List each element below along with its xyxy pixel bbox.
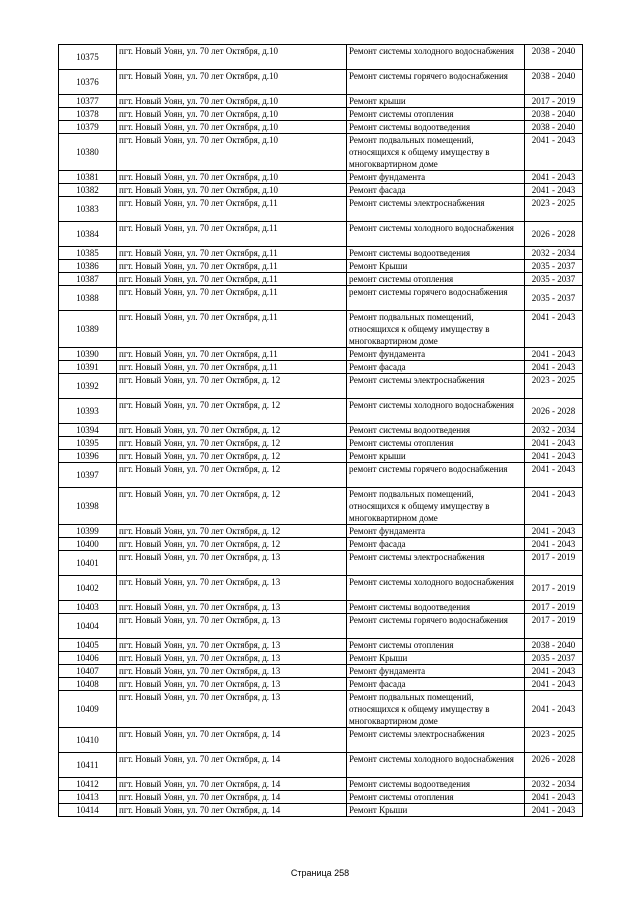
row-id: 10393: [59, 399, 117, 424]
row-address: пгт. Новый Уоян, ул. 70 лет Октября, д.11: [117, 197, 347, 222]
row-id: 10391: [59, 361, 117, 374]
row-work-type: Ремонт системы горячего водоснабжения: [347, 614, 525, 639]
row-years: 2041 - 2043: [525, 311, 583, 348]
table-row: [59, 260, 583, 273]
row-years: 2041 - 2043: [525, 134, 583, 171]
row-years: 2017 - 2019: [525, 601, 583, 614]
row-work-type: Ремонт системы холодного водоснабжения: [347, 45, 525, 70]
row-id: 10392: [59, 374, 117, 399]
row-work-type: Ремонт системы холодного водоснабжения: [347, 399, 525, 424]
row-address: пгт. Новый Уоян, ул. 70 лет Октября, д. 13: [117, 551, 347, 576]
row-work-type: Ремонт системы отопления: [347, 639, 525, 652]
row-address: пгт. Новый Уоян, ул. 70 лет Октября, д.11: [117, 247, 347, 260]
row-id: 10398: [59, 488, 117, 525]
row-work-type: Ремонт фундамента: [347, 525, 525, 538]
row-id: 10390: [59, 348, 117, 361]
row-years: 2041 - 2043: [525, 450, 583, 463]
row-work-type: Ремонт системы электроснабжения: [347, 197, 525, 222]
row-id: 10388: [59, 286, 117, 311]
row-address: пгт. Новый Уоян, ул. 70 лет Октября, д. 14: [117, 778, 347, 791]
row-work-type: Ремонт фундамента: [347, 348, 525, 361]
row-id: 10413: [59, 791, 117, 804]
row-years: 2017 - 2019: [525, 95, 583, 108]
row-id: 10402: [59, 576, 117, 601]
row-id: 10405: [59, 639, 117, 652]
row-id: 10399: [59, 525, 117, 538]
row-address: пгт. Новый Уоян, ул. 70 лет Октября, д. 12: [117, 450, 347, 463]
table-row: [59, 639, 583, 652]
row-id: 10379: [59, 121, 117, 134]
row-id: 10377: [59, 95, 117, 108]
row-work-type: Ремонт системы водоотведения: [347, 601, 525, 614]
row-address: пгт. Новый Уоян, ул. 70 лет Октября, д.11: [117, 361, 347, 374]
table-row: [59, 311, 583, 348]
row-years: 2038 - 2040: [525, 108, 583, 121]
table-row: [59, 361, 583, 374]
row-years: 2026 - 2028: [525, 222, 583, 247]
row-id: 10396: [59, 450, 117, 463]
row-years: 2023 - 2025: [525, 728, 583, 753]
row-address: пгт. Новый Уоян, ул. 70 лет Октября, д. 12: [117, 424, 347, 437]
row-work-type: Ремонт системы отопления: [347, 791, 525, 804]
row-address: пгт. Новый Уоян, ул. 70 лет Октября, д.11: [117, 348, 347, 361]
row-address: пгт. Новый Уоян, ул. 70 лет Октября, д.10: [117, 184, 347, 197]
table-row: [59, 70, 583, 95]
row-id: 10389: [59, 311, 117, 348]
row-years: 2038 - 2040: [525, 45, 583, 70]
row-address: пгт. Новый Уоян, ул. 70 лет Октября, д. 13: [117, 652, 347, 665]
row-years: 2041 - 2043: [525, 791, 583, 804]
row-years: 2041 - 2043: [525, 678, 583, 691]
row-years: 2026 - 2028: [525, 753, 583, 778]
table-row: [59, 348, 583, 361]
row-id: 10403: [59, 601, 117, 614]
row-address: пгт. Новый Уоян, ул. 70 лет Октября, д. 13: [117, 614, 347, 639]
row-work-type: Ремонт системы электроснабжения: [347, 374, 525, 399]
row-years: 2041 - 2043: [525, 538, 583, 551]
row-address: пгт. Новый Уоян, ул. 70 лет Октября, д. 14: [117, 804, 347, 817]
row-id: 10387: [59, 273, 117, 286]
row-address: пгт. Новый Уоян, ул. 70 лет Октября, д.10: [117, 95, 347, 108]
row-work-type: Ремонт фасада: [347, 678, 525, 691]
row-work-type: Ремонт системы отопления: [347, 108, 525, 121]
row-id: 10412: [59, 778, 117, 791]
table-row: [59, 197, 583, 222]
row-id: 10380: [59, 134, 117, 171]
row-work-type: ремонт системы отопления: [347, 273, 525, 286]
row-work-type: Ремонт фундамента: [347, 665, 525, 678]
row-work-type: Ремонт системы электроснабжения: [347, 551, 525, 576]
row-work-type: Ремонт системы электроснабжения: [347, 728, 525, 753]
row-id: 10406: [59, 652, 117, 665]
row-work-type: Ремонт системы водоотведения: [347, 121, 525, 134]
row-work-type: Ремонт Крыши: [347, 804, 525, 817]
table-row: [59, 437, 583, 450]
row-years: 2032 - 2034: [525, 424, 583, 437]
row-address: пгт. Новый Уоян, ул. 70 лет Октября, д. 12: [117, 525, 347, 538]
table-row: [59, 551, 583, 576]
row-address: пгт. Новый Уоян, ул. 70 лет Октября, д.10: [117, 134, 347, 171]
row-years: 2017 - 2019: [525, 551, 583, 576]
table-row: [59, 463, 583, 488]
table-row: [59, 753, 583, 778]
row-address: пгт. Новый Уоян, ул. 70 лет Октября, д. 13: [117, 665, 347, 678]
row-work-type: Ремонт крыши: [347, 450, 525, 463]
row-id: 10400: [59, 538, 117, 551]
table-row: [59, 576, 583, 601]
row-work-type: Ремонт крыши: [347, 95, 525, 108]
table-row: [59, 691, 583, 728]
table-row: [59, 108, 583, 121]
table-row: [59, 652, 583, 665]
row-years: 2038 - 2040: [525, 639, 583, 652]
row-id: 10408: [59, 678, 117, 691]
row-id: 10383: [59, 197, 117, 222]
row-years: 2041 - 2043: [525, 488, 583, 525]
row-work-type: Ремонт системы отопления: [347, 437, 525, 450]
row-work-type: Ремонт системы холодного водоснабжения: [347, 753, 525, 778]
row-id: 10404: [59, 614, 117, 639]
table-row: [59, 171, 583, 184]
row-address: пгт. Новый Уоян, ул. 70 лет Октября, д. 12: [117, 374, 347, 399]
table-row: [59, 134, 583, 171]
row-id: 10385: [59, 247, 117, 260]
row-years: 2032 - 2034: [525, 778, 583, 791]
table-row: [59, 601, 583, 614]
row-years: 2017 - 2019: [525, 614, 583, 639]
row-years: 2017 - 2019: [525, 576, 583, 601]
row-work-type: Ремонт системы горячего водоснабжения: [347, 70, 525, 95]
row-years: 2041 - 2043: [525, 691, 583, 728]
row-id: 10375: [59, 45, 117, 70]
row-id: 10378: [59, 108, 117, 121]
row-address: пгт. Новый Уоян, ул. 70 лет Октября, д.11: [117, 260, 347, 273]
row-address: пгт. Новый Уоян, ул. 70 лет Октября, д. 13: [117, 678, 347, 691]
row-address: пгт. Новый Уоян, ул. 70 лет Октября, д.10: [117, 70, 347, 95]
table-row: [59, 374, 583, 399]
row-address: пгт. Новый Уоян, ул. 70 лет Октября, д. 12: [117, 488, 347, 525]
row-years: 2023 - 2025: [525, 374, 583, 399]
table-row: [59, 728, 583, 753]
row-address: пгт. Новый Уоян, ул. 70 лет Октября, д. 12: [117, 463, 347, 488]
row-years: 2041 - 2043: [525, 525, 583, 538]
row-years: 2041 - 2043: [525, 171, 583, 184]
row-id: 10410: [59, 728, 117, 753]
row-address: пгт. Новый Уоян, ул. 70 лет Октября, д. 12: [117, 538, 347, 551]
row-address: пгт. Новый Уоян, ул. 70 лет Октября, д.10: [117, 121, 347, 134]
row-work-type: Ремонт Крыши: [347, 652, 525, 665]
row-years: 2023 - 2025: [525, 197, 583, 222]
row-years: 2035 - 2037: [525, 260, 583, 273]
row-work-type: Ремонт подвальных помещений, относящихся к общему имуществу в многоквартирном доме: [347, 691, 525, 728]
table-row: [59, 45, 583, 70]
row-id: 10407: [59, 665, 117, 678]
row-address: пгт. Новый Уоян, ул. 70 лет Октября, д. 13: [117, 576, 347, 601]
row-work-type: ремонт системы горячего водоснабжения: [347, 463, 525, 488]
table-row: [59, 399, 583, 424]
row-id: 10386: [59, 260, 117, 273]
row-id: 10376: [59, 70, 117, 95]
row-address: пгт. Новый Уоян, ул. 70 лет Октября, д. 13: [117, 601, 347, 614]
row-years: 2041 - 2043: [525, 665, 583, 678]
row-id: 10409: [59, 691, 117, 728]
table-row: [59, 450, 583, 463]
row-work-type: Ремонт подвальных помещений, относящихся к общему имуществу в многоквартирном доме: [347, 134, 525, 171]
row-id: 10395: [59, 437, 117, 450]
row-address: пгт. Новый Уоян, ул. 70 лет Октября, д. 14: [117, 728, 347, 753]
row-id: 10394: [59, 424, 117, 437]
row-address: пгт. Новый Уоян, ул. 70 лет Октября, д.10: [117, 45, 347, 70]
row-address: пгт. Новый Уоян, ул. 70 лет Октября, д. 13: [117, 691, 347, 728]
row-address: пгт. Новый Уоян, ул. 70 лет Октября, д.11: [117, 273, 347, 286]
row-work-type: Ремонт подвальных помещений, относящихся к общему имуществу в многоквартирном доме: [347, 488, 525, 525]
row-work-type: Ремонт системы водоотведения: [347, 778, 525, 791]
page-number: Страница 258: [290, 868, 350, 878]
row-address: пгт. Новый Уоян, ул. 70 лет Октября, д. 14: [117, 791, 347, 804]
row-work-type: Ремонт системы холодного водоснабжения: [347, 576, 525, 601]
row-work-type: ремонт системы горячего водоснабжения: [347, 286, 525, 311]
table-row: [59, 488, 583, 525]
row-address: пгт. Новый Уоян, ул. 70 лет Октября, д. 12: [117, 399, 347, 424]
table-row: [59, 614, 583, 639]
row-work-type: Ремонт фасада: [347, 184, 525, 197]
table-body: [59, 45, 583, 817]
row-id: 10381: [59, 171, 117, 184]
table-row: [59, 424, 583, 437]
row-address: пгт. Новый Уоян, ул. 70 лет Октября, д.10: [117, 108, 347, 121]
row-id: 10384: [59, 222, 117, 247]
row-years: 2041 - 2043: [525, 804, 583, 817]
table-row: [59, 678, 583, 691]
row-address: пгт. Новый Уоян, ул. 70 лет Октября, д. 12: [117, 437, 347, 450]
row-address: пгт. Новый Уоян, ул. 70 лет Октября, д.11: [117, 222, 347, 247]
table-row: [59, 247, 583, 260]
table-row: [59, 778, 583, 791]
table-row: [59, 95, 583, 108]
row-id: 10414: [59, 804, 117, 817]
row-work-type: Ремонт системы водоотведения: [347, 247, 525, 260]
table-row: [59, 121, 583, 134]
row-id: 10382: [59, 184, 117, 197]
row-id: 10401: [59, 551, 117, 576]
row-address: пгт. Новый Уоян, ул. 70 лет Октября, д.11: [117, 286, 347, 311]
row-years: 2041 - 2043: [525, 463, 583, 488]
row-id: 10397: [59, 463, 117, 488]
table-row: [59, 791, 583, 804]
table-row: [59, 804, 583, 817]
repair-schedule-table: [58, 44, 583, 817]
row-work-type: Ремонт фасада: [347, 538, 525, 551]
table-row: [59, 273, 583, 286]
row-years: 2038 - 2040: [525, 70, 583, 95]
row-work-type: Ремонт подвальных помещений, относящихся к общему имуществу в многоквартирном доме: [347, 311, 525, 348]
row-address: пгт. Новый Уоян, ул. 70 лет Октября, д. 14: [117, 753, 347, 778]
row-years: 2035 - 2037: [525, 286, 583, 311]
row-address: пгт. Новый Уоян, ул. 70 лет Октября, д. 13: [117, 639, 347, 652]
row-years: 2041 - 2043: [525, 184, 583, 197]
row-work-type: Ремонт фундамента: [347, 171, 525, 184]
row-years: 2035 - 2037: [525, 273, 583, 286]
row-address: пгт. Новый Уоян, ул. 70 лет Октября, д.10: [117, 171, 347, 184]
row-work-type: Ремонт системы водоотведения: [347, 424, 525, 437]
row-address: пгт. Новый Уоян, ул. 70 лет Октября, д.11: [117, 311, 347, 348]
table-row: [59, 665, 583, 678]
row-work-type: Ремонт фасада: [347, 361, 525, 374]
row-years: 2026 - 2028: [525, 399, 583, 424]
row-years: 2041 - 2043: [525, 437, 583, 450]
table-row: [59, 538, 583, 551]
row-years: 2041 - 2043: [525, 361, 583, 374]
row-years: 2038 - 2040: [525, 121, 583, 134]
table-row: [59, 184, 583, 197]
row-work-type: Ремонт системы холодного водоснабжения: [347, 222, 525, 247]
table-row: [59, 222, 583, 247]
row-years: 2041 - 2043: [525, 348, 583, 361]
row-work-type: Ремонт Крыши: [347, 260, 525, 273]
row-years: 2032 - 2034: [525, 247, 583, 260]
table-row: [59, 525, 583, 538]
row-years: 2035 - 2037: [525, 652, 583, 665]
table-row: [59, 286, 583, 311]
row-id: 10411: [59, 753, 117, 778]
